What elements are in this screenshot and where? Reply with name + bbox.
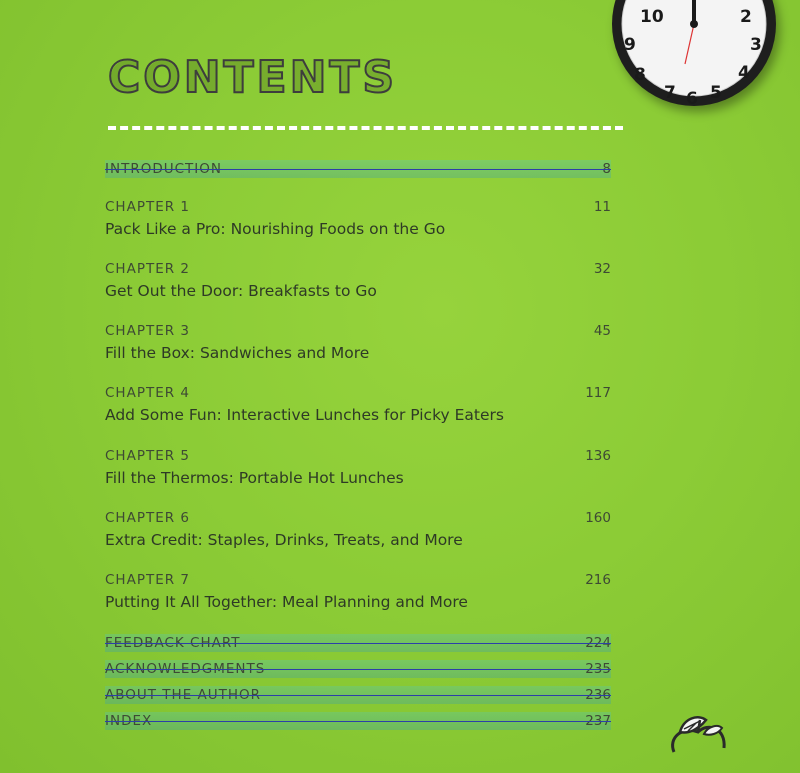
chapter-page: 11 (593, 199, 611, 215)
chapter-page: 216 (585, 572, 611, 588)
clock-face (612, 0, 776, 106)
toc-acknowledgments[interactable] (105, 660, 611, 678)
toc-page: 237 (585, 713, 611, 729)
chapter-page: 32 (593, 261, 611, 277)
chapter-title: Fill the Box: Sandwiches and More (105, 344, 370, 362)
strike-line (105, 643, 611, 644)
strike-line (105, 169, 611, 170)
chapter-number: CHAPTER 2 (105, 261, 190, 277)
chapter-number: CHAPTER 1 (105, 199, 190, 215)
chapter-title: Fill the Thermos: Portable Hot Lunches (105, 469, 404, 487)
chapter-page: 117 (585, 385, 611, 401)
toc-page: 235 (585, 661, 611, 677)
toc-chapter-4[interactable] (105, 383, 611, 427)
toc-feedback-chart[interactable] (105, 634, 611, 652)
chapter-title: Add Some Fun: Interactive Lunches for Picky Eaters (105, 406, 504, 424)
strike-line (105, 695, 611, 696)
clock-numeral: 6 (686, 89, 698, 106)
chapter-number: CHAPTER 6 (105, 510, 190, 526)
toc-label: FEEDBACK CHART (105, 635, 241, 651)
toc-label: ACKNOWLEDGMENTS (105, 661, 266, 677)
chapter-number: CHAPTER 4 (105, 385, 190, 401)
strike-line (105, 721, 611, 722)
clock-numeral: 2 (740, 7, 752, 27)
clock-numeral: 8 (634, 65, 646, 85)
toc-chapter-3[interactable] (105, 321, 611, 365)
chapter-title: Putting It All Together: Meal Planning and More (105, 593, 468, 611)
clock-numeral: 4 (738, 63, 750, 83)
clock-numeral: 7 (664, 83, 676, 103)
toc-page: 236 (585, 687, 611, 703)
toc-introduction-label: INTRODUCTION (105, 161, 222, 177)
chapter-title: Get Out the Door: Breakfasts to Go (105, 282, 377, 300)
toc-chapter-5[interactable] (105, 446, 611, 490)
chapter-number: CHAPTER 5 (105, 448, 190, 464)
clock-numeral: 10 (640, 7, 664, 27)
strike-line (105, 669, 611, 670)
page-title: CONTENTS (108, 52, 398, 103)
toc-chapter-7[interactable] (105, 570, 611, 614)
chapter-number: CHAPTER 7 (105, 572, 190, 588)
toc-label: INDEX (105, 713, 153, 729)
chapter-title: Extra Credit: Staples, Drinks, Treats, and More (105, 531, 463, 549)
chapter-page: 136 (585, 448, 611, 464)
chapter-page: 45 (593, 323, 611, 339)
clock-numeral: 3 (750, 35, 762, 55)
toc-introduction-page: 8 (602, 161, 611, 177)
chapter-number: CHAPTER 3 (105, 323, 190, 339)
toc-chapter-6[interactable] (105, 508, 611, 552)
toc-index[interactable] (105, 712, 611, 730)
toc-label: ABOUT THE AUTHOR (105, 687, 262, 703)
clock-illustration (612, 0, 776, 106)
clock-numeral: 5 (710, 83, 722, 103)
toc-chapter-2[interactable] (105, 259, 611, 303)
toc-chapter-1[interactable] (105, 197, 611, 241)
chapter-title: Pack Like a Pro: Nourishing Foods on the Go (105, 220, 446, 238)
toc-page: 224 (585, 635, 611, 651)
toc-introduction[interactable] (105, 160, 611, 178)
chapter-page: 160 (585, 510, 611, 526)
dashed-divider (108, 126, 623, 130)
toc-about-the-author[interactable] (105, 686, 611, 704)
clock-numeral: 9 (624, 35, 636, 55)
apple-doodle-icon (660, 712, 740, 773)
